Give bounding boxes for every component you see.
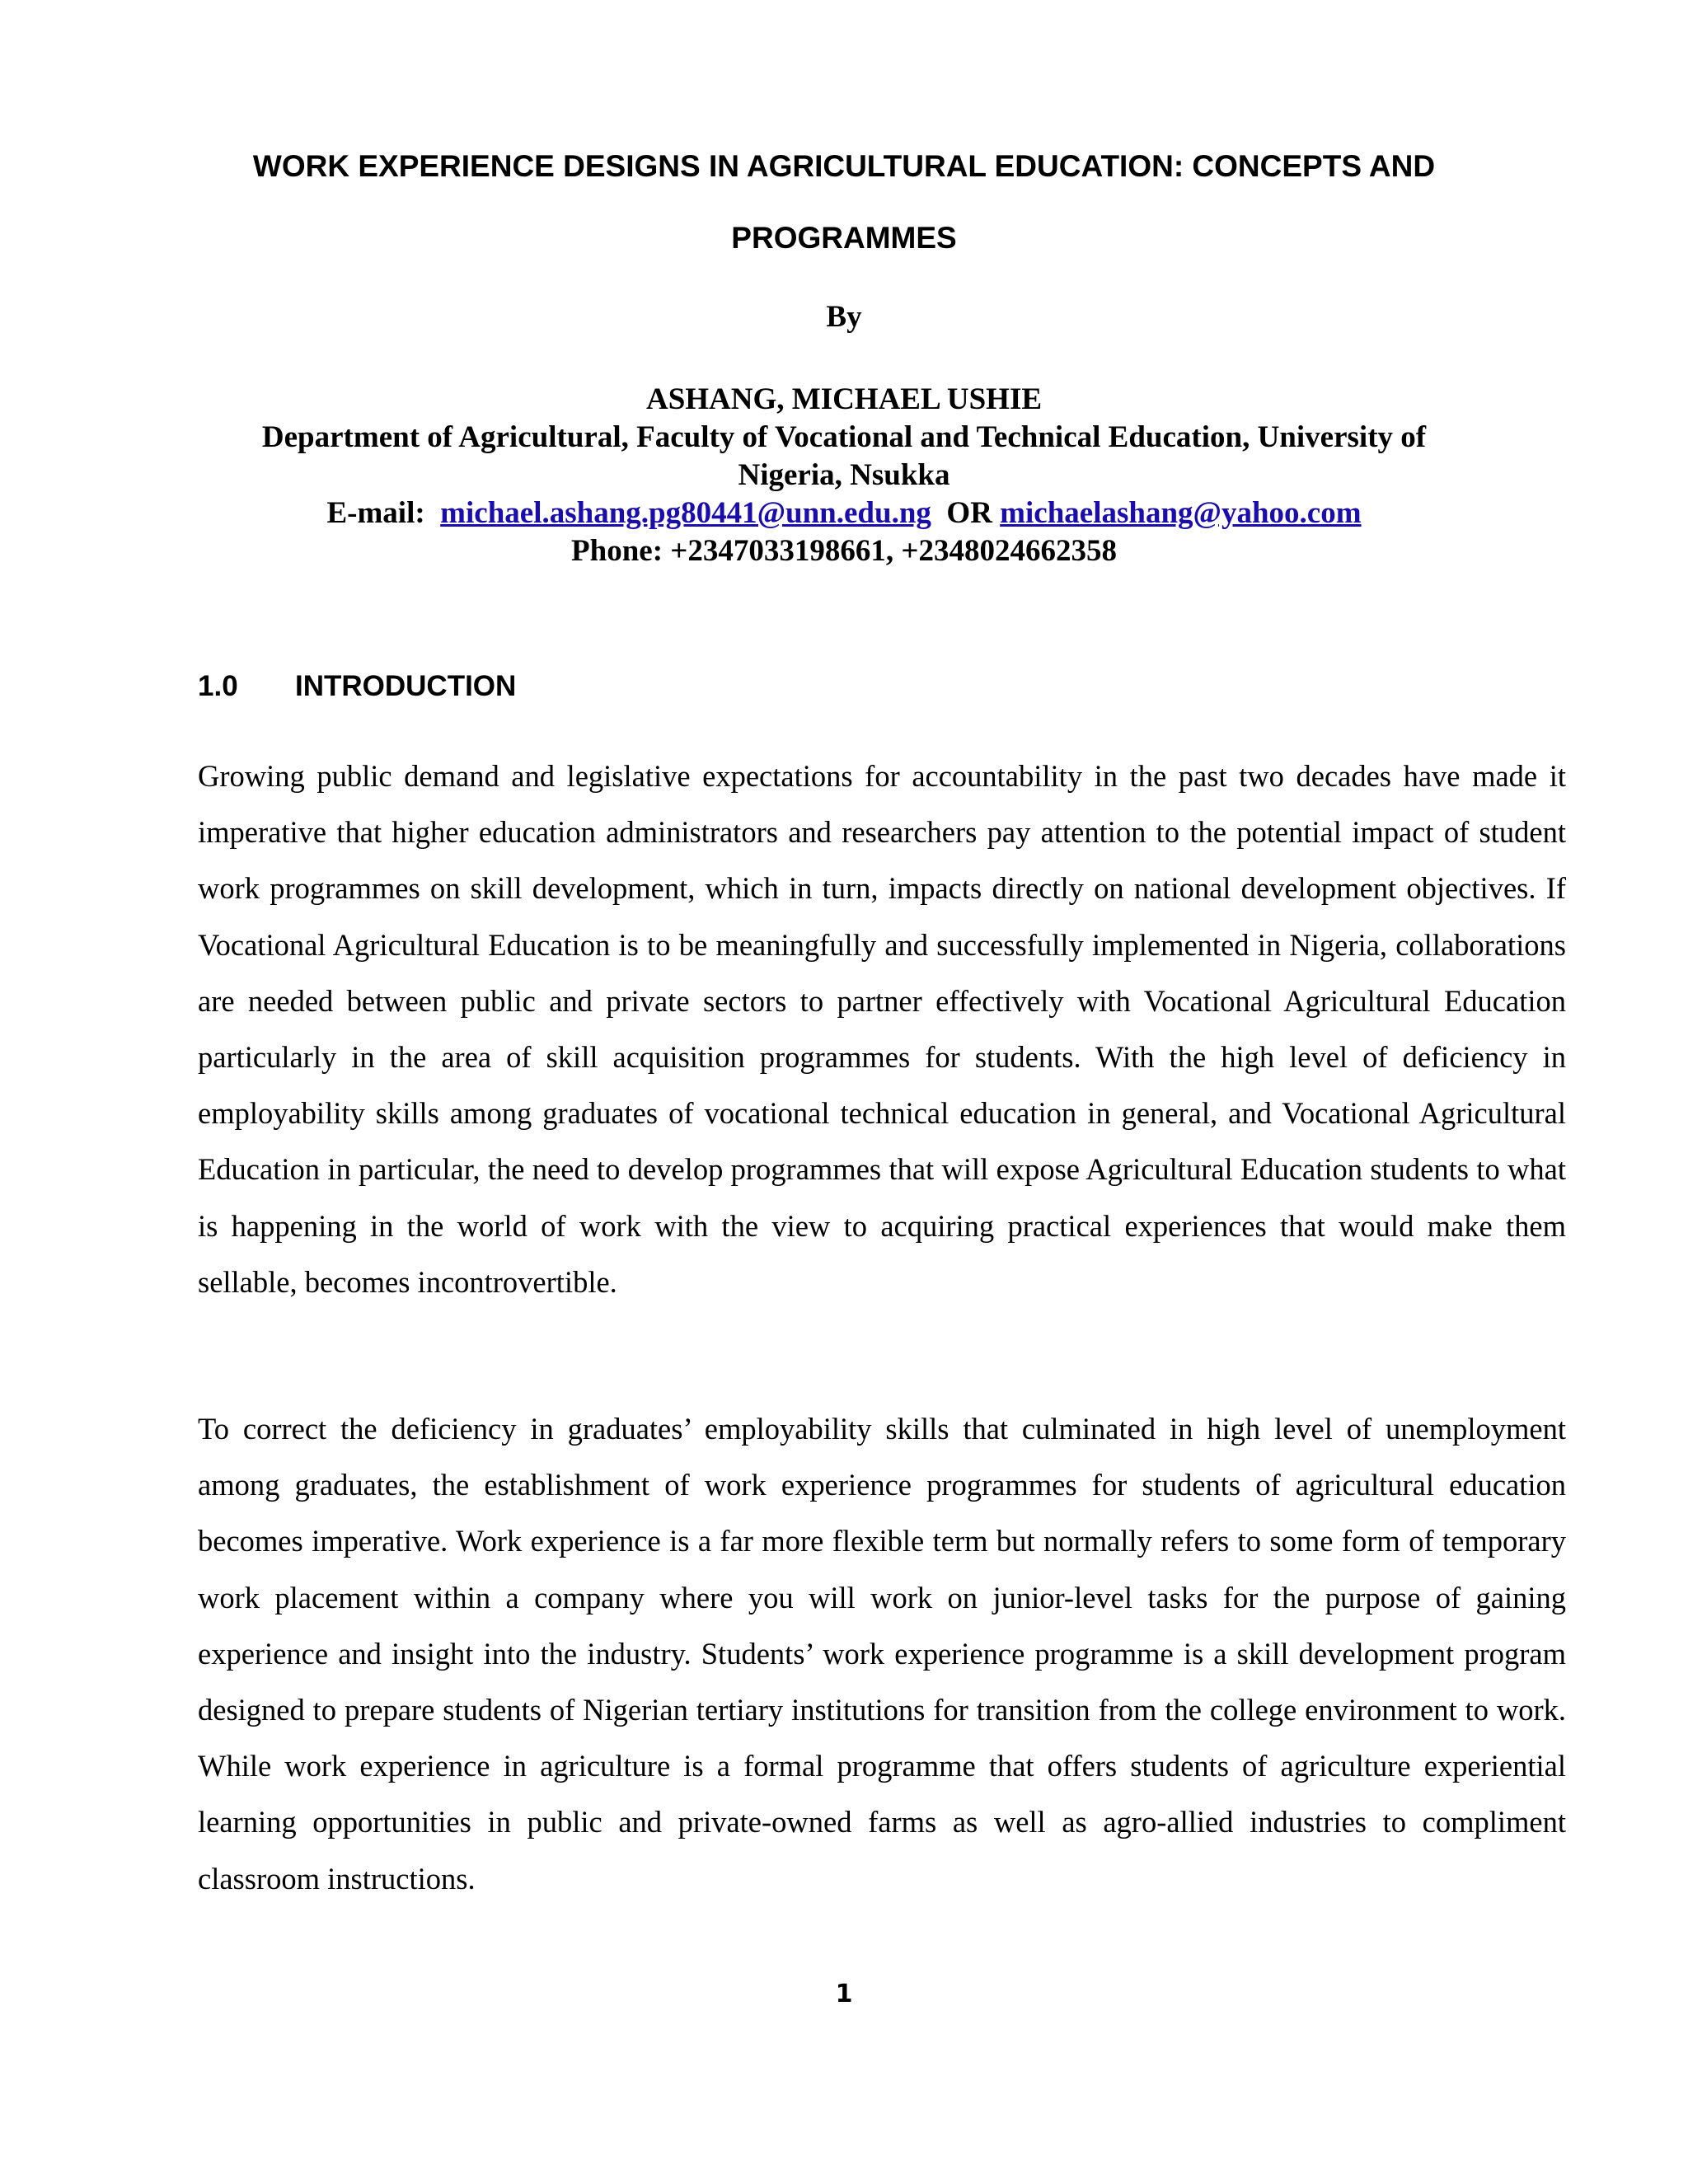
email-label: E-mail: [326, 496, 425, 530]
section-heading [198, 666, 516, 707]
paragraph-2: To correct the deficiency in graduates’ employability skills that culminated in high level of unemployment among graduates, the establishment of work experience programmes for students of agricultural education becomes imperative. Work experience is a far more flexible term but normally refers to some form of temporary work placement within a company where you will work on junior-level tasks for the purpose of gaining experience and insight into the industry. Students’ work experience programme is a skill development program designed to prepare students of Nigerian tertiary institutions for transition from the college environment to work. While work experience in agriculture is a formal programme that offers students of agriculture experiential learning opportunities in public and private-owned farms as well as agro-allied industries to compliment classroom instructions. [198, 1412, 1566, 1896]
author-affiliation: Department of Agricultural, Faculty of Vocational and Technical Education, University of Nigeria, Nsukka [261, 420, 1427, 492]
section-title: INTRODUCTION [295, 670, 517, 702]
author-name: ASHANG, MICHAEL USHIE [645, 382, 1043, 416]
email-separator: OR [946, 496, 992, 530]
paper-title: WORK EXPERIENCE DESIGNS IN AGRICULTURAL EDUCATION: CONCEPTS AND PROGRAMMES [252, 149, 1436, 255]
paragraph-1: Growing public demand and legislative expectations for accountability in the past two decades have made it imperative that higher education administrators and researchers pay attention to the potential impact of student work programmes on skill development, which in turn, impacts directly on national development objectives. If Vocational Agricultural Education is to be meaningfully and successfully implemented in Nigeria, collaborations are needed between public and private sectors to partner effectively with Vocational Agricultural Education particularly in the area of skill acquisition programmes for students. With the high level of deficiency in employability skills among graduates of vocational technical education in general, and Vocational Agricultural Education in particular, the need to develop programmes that will expose Agricultural Education students to what is happening in the world of work with the view to acquiring practical experiences that would make them sellable, becomes incontrovertible. [198, 759, 1566, 1299]
author-phone: Phone: +2347033198661, +2348024662358 [571, 534, 1117, 568]
author-email-line [231, 494, 1457, 532]
byline: By [826, 300, 862, 334]
author-block [231, 381, 1457, 570]
section-number: 1.0 [198, 670, 238, 702]
page-number: 1 [835, 1980, 853, 2008]
email-link-yahoo[interactable]: michaelashang@yahoo.com [1000, 496, 1362, 530]
email-link-unn[interactable]: michael.ashang.pg80441@unn.edu.ng [440, 496, 931, 530]
